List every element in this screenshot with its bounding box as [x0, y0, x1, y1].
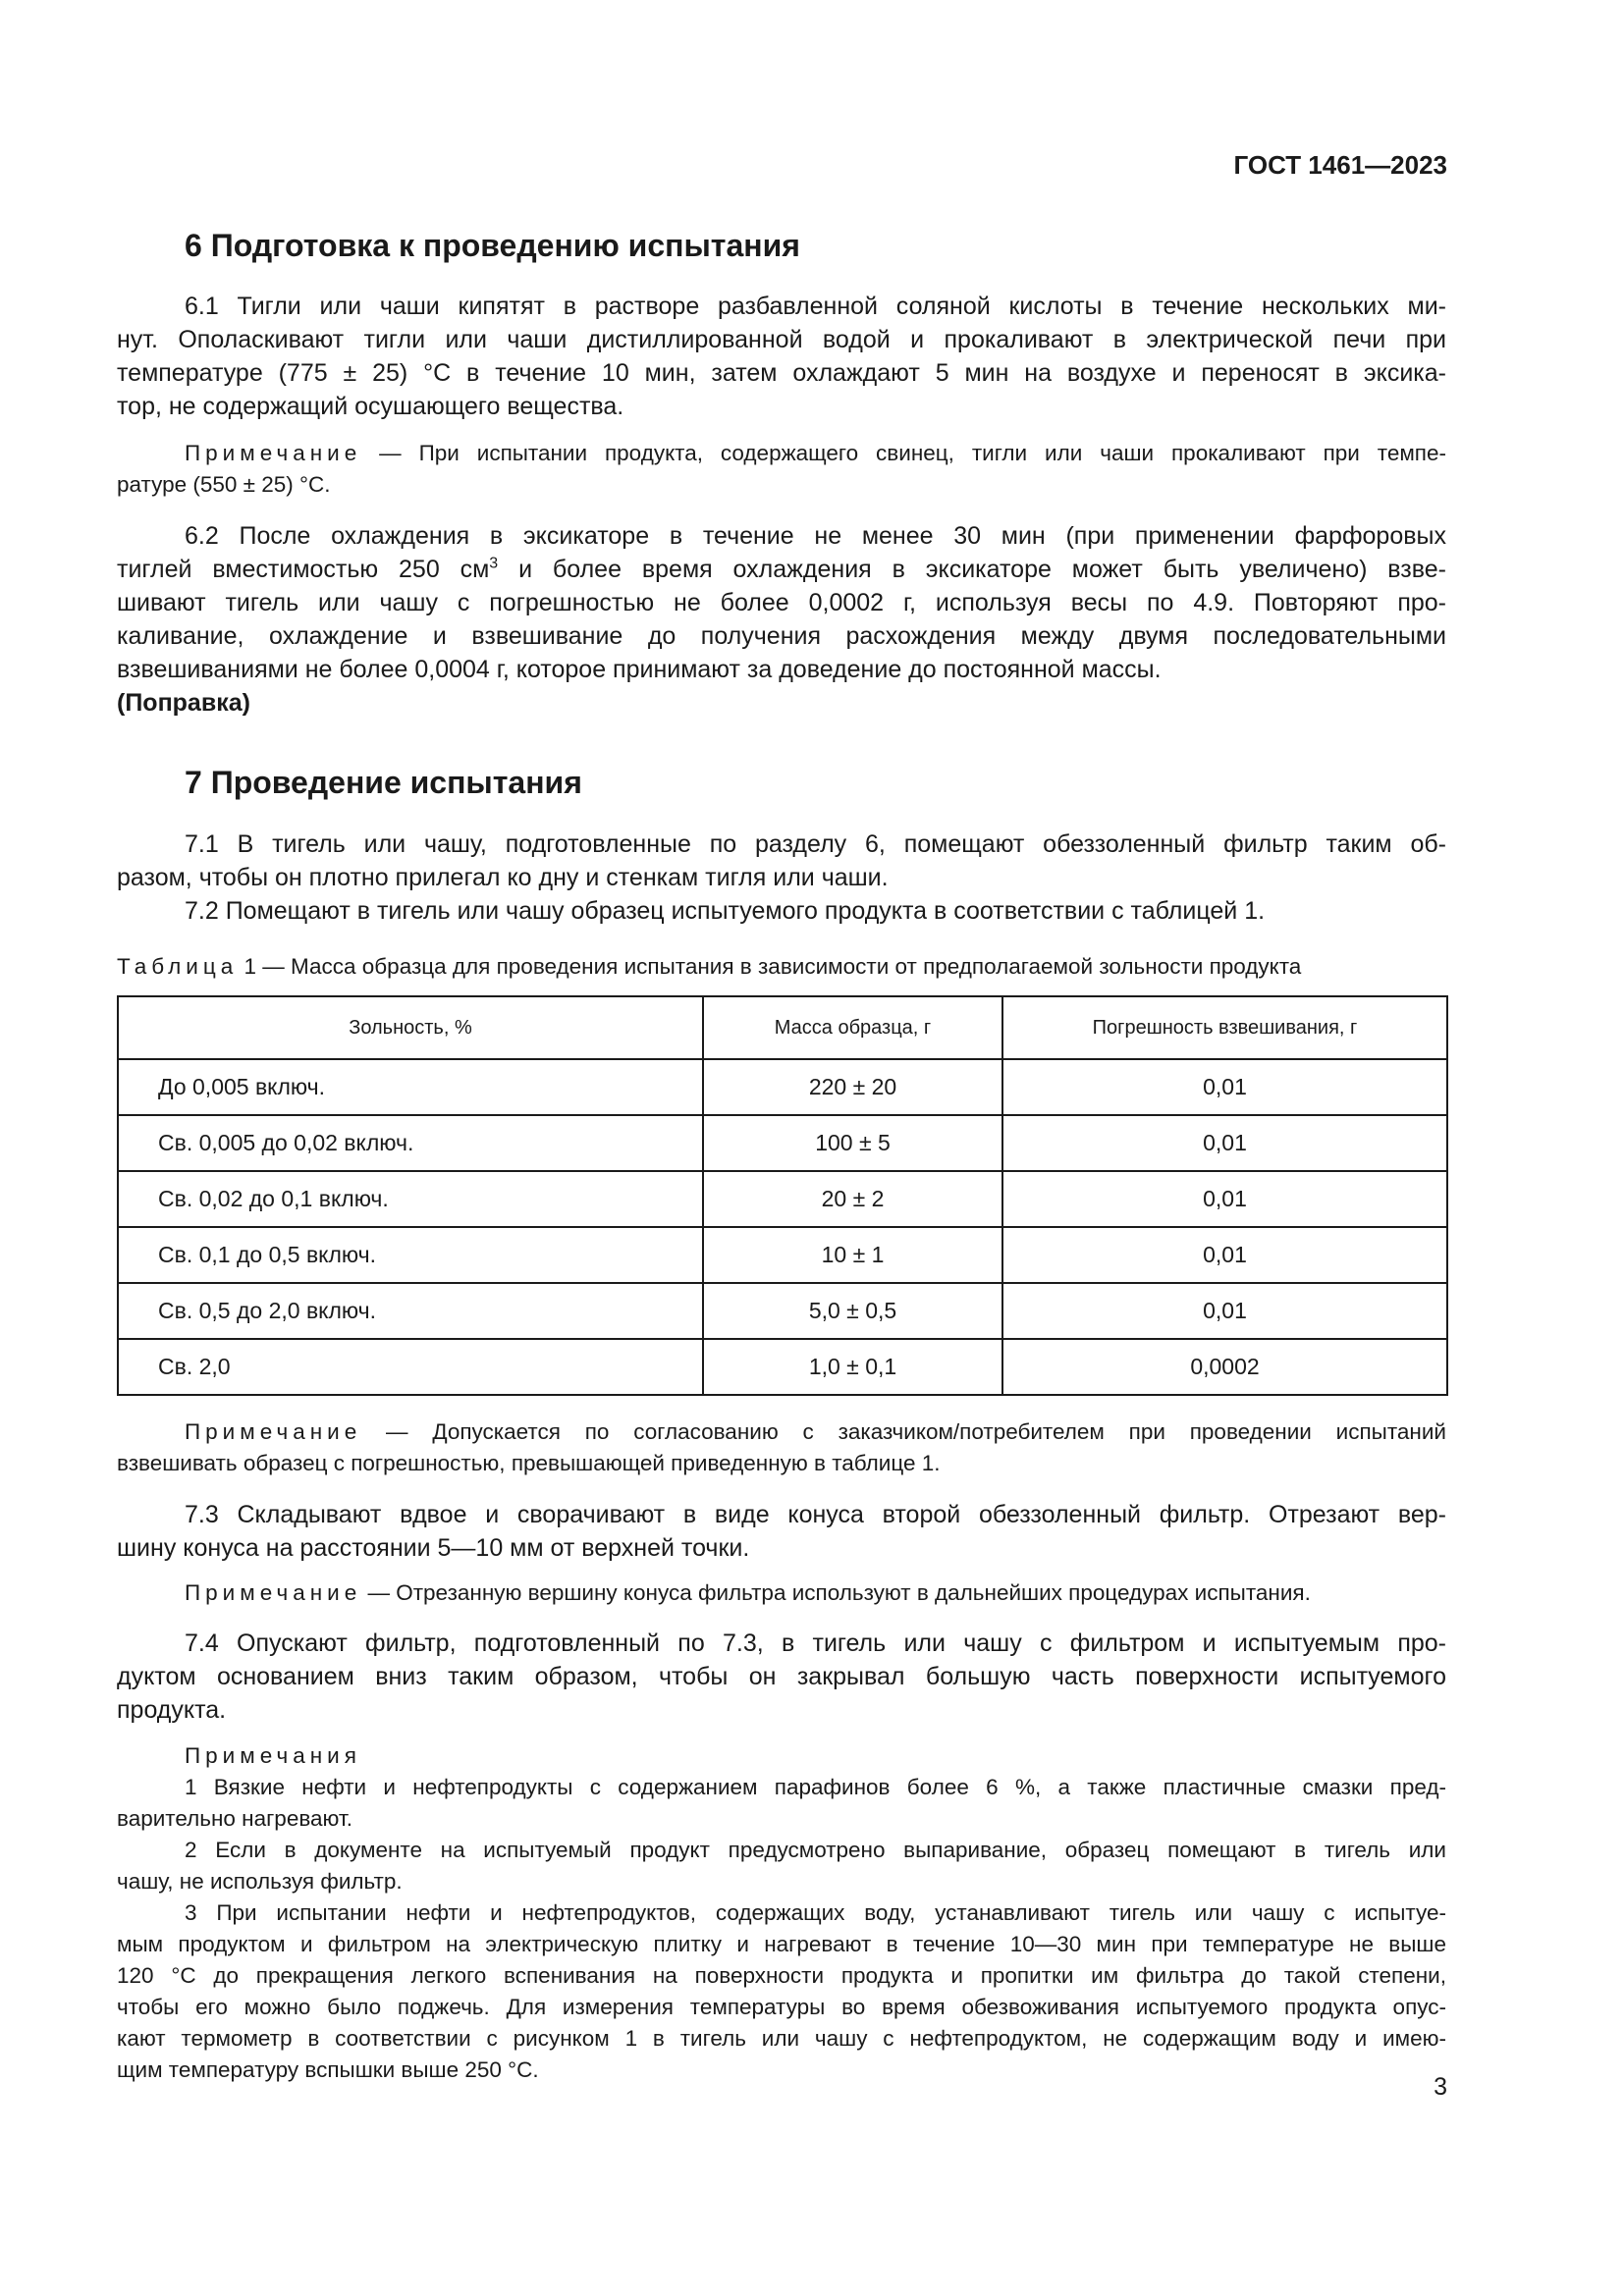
table-cell: 100 ± 5 — [703, 1115, 1002, 1171]
text-line: взвешивать образец с погрешностью, превышающей приведенную в таблице 1. — [117, 1451, 941, 1475]
amendment-note: (Поправка) — [117, 689, 250, 717]
section-7-heading: 7 Проведение испытания — [185, 765, 582, 800]
table-cell: Св. 0,005 до 0,02 включ. — [118, 1115, 703, 1171]
table-cell: 0,01 — [1002, 1283, 1447, 1339]
paragraph-7-2: 7.2 Помещают в тигель или чашу образец испытуемого продукта в соответствии с таблицей 1. — [185, 897, 1266, 925]
text-line: кают термометр в соответствии с рисунком 1 в тигель или чашу с нефтепродуктом, не содержащим воду и имею- — [117, 2026, 1446, 2051]
text-line: щим температуру вспышки выше 250 °С. — [117, 2057, 539, 2082]
note-label: Примечание — [185, 1580, 362, 1605]
note-label: Примечания — [185, 1743, 361, 1768]
text-line: 1 Вязкие нефти и нефтепродукты с содержанием парафинов более 6 %, а также пластичные смазки пред- — [185, 1775, 1446, 1799]
text-line: 120 °С до прекращения легкого вспенивания на поверхности продукта и пропитки им фильтра до такой степени, — [117, 1963, 1446, 1988]
table-row — [118, 1283, 1447, 1339]
text-line: температуре (775 ± 25) °С в течение 10 мин, затем охлаждают 5 мин на воздухе и переносят в эксика- — [117, 359, 1446, 387]
paragraph-7-3 — [117, 1498, 1446, 1565]
text-line: 7.1 В тигель или чашу, подготовленные по разделу 6, помещают обеззоленный фильтр таким об- — [185, 830, 1446, 858]
table-row — [118, 1339, 1447, 1395]
table-cell: 0,0002 — [1002, 1339, 1447, 1395]
table-row — [118, 1115, 1447, 1171]
text-line: 7.4 Опускают фильтр, подготовленный по 7.3, в тигель или чашу с фильтром и испытуемым про- — [185, 1629, 1446, 1657]
table-row — [118, 1227, 1447, 1283]
paragraph-7-4 — [117, 1627, 1446, 1727]
text-line: чтобы его можно было поджечь. Для измерения температуры во время обезвоживания испытуемого продукта опус- — [117, 1995, 1446, 2019]
table-cell: 1,0 ± 0,1 — [703, 1339, 1002, 1395]
note-text: — Отрезанную вершину конуса фильтра используют в дальнейших процедурах испытания. — [361, 1580, 1311, 1605]
notes-7-4 — [117, 1740, 1446, 2086]
superscript: 3 — [489, 555, 499, 572]
table-caption-text: 1 — Масса образца для проведения испытания в зависимости от предполагаемой зольности продукта — [238, 954, 1302, 979]
text-line — [117, 553, 1446, 586]
text-line: дуктом основанием вниз таким образом, чтобы он закрывал большую часть поверхности испытуемого — [117, 1663, 1446, 1690]
text-line: чашу, не используя фильтр. — [117, 1869, 403, 1894]
table-cell: 0,01 — [1002, 1115, 1447, 1171]
table-cell: 20 ± 2 — [703, 1171, 1002, 1227]
column-header: Погрешность взвешивания, г — [1002, 996, 1447, 1059]
text-line: мым продуктом и фильтром на электрическую плитку и нагревают в течение 10—30 мин при температуре не выше — [117, 1932, 1446, 1956]
table-cell: 220 ± 20 — [703, 1059, 1002, 1115]
text-line: тор, не содержащий осушающего вещества. — [117, 393, 624, 420]
table-cell: Св. 0,02 до 0,1 включ. — [118, 1171, 703, 1227]
text-line: нут. Ополаскивают тигли или чаши дистиллированной водой и прокаливают в электрической печи при — [117, 326, 1446, 353]
text-line: каливание, охлаждение и взвешивание до получения расхождения между двумя последовательными — [117, 622, 1446, 650]
text-line — [117, 1577, 1446, 1609]
note-text: — При испытании продукта, содержащего свинец, тигли или чаши прокаливают при темпе- — [361, 441, 1446, 465]
table-cell: Св. 0,5 до 2,0 включ. — [118, 1283, 703, 1339]
text-line: продукта. — [117, 1696, 227, 1724]
table-cell: 0,01 — [1002, 1059, 1447, 1115]
column-header: Масса образца, г — [703, 996, 1002, 1059]
text-line: 6.1 Тигли или чаши кипятят в растворе разбавленной соляной кислоты в течение нескольких ми- — [185, 293, 1446, 320]
table-cell: 10 ± 1 — [703, 1227, 1002, 1283]
text-line: 7.3 Складывают вдвое и сворачивают в виде конуса второй обеззоленный фильтр. Отрезают вер- — [185, 1501, 1446, 1528]
table-note — [117, 1416, 1446, 1479]
text-fragment: и более время охлаждения в эксикаторе может быть увеличено) взве- — [498, 556, 1446, 583]
paragraph-6-1 — [117, 290, 1446, 423]
notes-label — [117, 1740, 1446, 1772]
text-line: варительно нагревают. — [117, 1806, 352, 1831]
text-line: взвешиваниями не более 0,0004 г, которое принимают за доведение до постоянной массы. — [117, 656, 1162, 683]
column-header: Зольность, % — [118, 996, 703, 1059]
text-line: 6.2 После охлаждения в эксикаторе в течение не менее 30 мин (при применении фарфоровых — [185, 522, 1446, 550]
text-line: 2 Если в документе на испытуемый продукт предусмотрено выпаривание, образец помещают в тигель или — [185, 1838, 1446, 1862]
document-code: ГОСТ 1461—2023 — [1233, 150, 1447, 180]
note-7-3 — [117, 1577, 1446, 1609]
table-header-row — [118, 996, 1447, 1059]
table-1 — [117, 995, 1448, 1396]
table-cell: До 0,005 включ. — [118, 1059, 703, 1115]
paragraph-7-1 — [117, 828, 1446, 928]
note-6-1 — [117, 438, 1446, 501]
text-line — [117, 1416, 1446, 1448]
text-line: шивают тигель или чашу с погрешностью не более 0,0002 г, используя весы по 4.9. Повторяют про- — [117, 589, 1446, 616]
section-6-heading: 6 Подготовка к проведению испытания — [185, 228, 800, 263]
text-line — [117, 438, 1446, 469]
table-label: Таблица — [117, 954, 239, 979]
note-label: Примечание — [185, 441, 362, 465]
text-line: шину конуса на расстоянии 5—10 мм от верхней точки. — [117, 1534, 750, 1562]
text-line: разом, чтобы он плотно прилегал ко дну и стенкам тигля или чаши. — [117, 864, 889, 891]
paragraph-6-2 — [117, 519, 1446, 720]
table-row — [118, 1059, 1447, 1115]
table-row — [118, 1171, 1447, 1227]
table-cell: 5,0 ± 0,5 — [703, 1283, 1002, 1339]
note-label: Примечание — [185, 1419, 362, 1444]
text-line: 3 При испытании нефти и нефтепродуктов, содержащих воду, устанавливают тигель или чашу с испытуе- — [185, 1900, 1446, 1925]
table-cell: 0,01 — [1002, 1171, 1447, 1227]
table-cell: Св. 2,0 — [118, 1339, 703, 1395]
table-cell: Св. 0,1 до 0,5 включ. — [118, 1227, 703, 1283]
page-number: 3 — [1434, 2073, 1447, 2101]
table-caption — [117, 951, 1446, 983]
text-line: ратуре (550 ± 25) °С. — [117, 472, 331, 497]
table-cell: 0,01 — [1002, 1227, 1447, 1283]
text-fragment: тиглей вместимостью 250 см — [117, 556, 490, 583]
note-text: — Допускается по согласованию с заказчиком/потребителем при проведении испытаний — [361, 1419, 1446, 1444]
